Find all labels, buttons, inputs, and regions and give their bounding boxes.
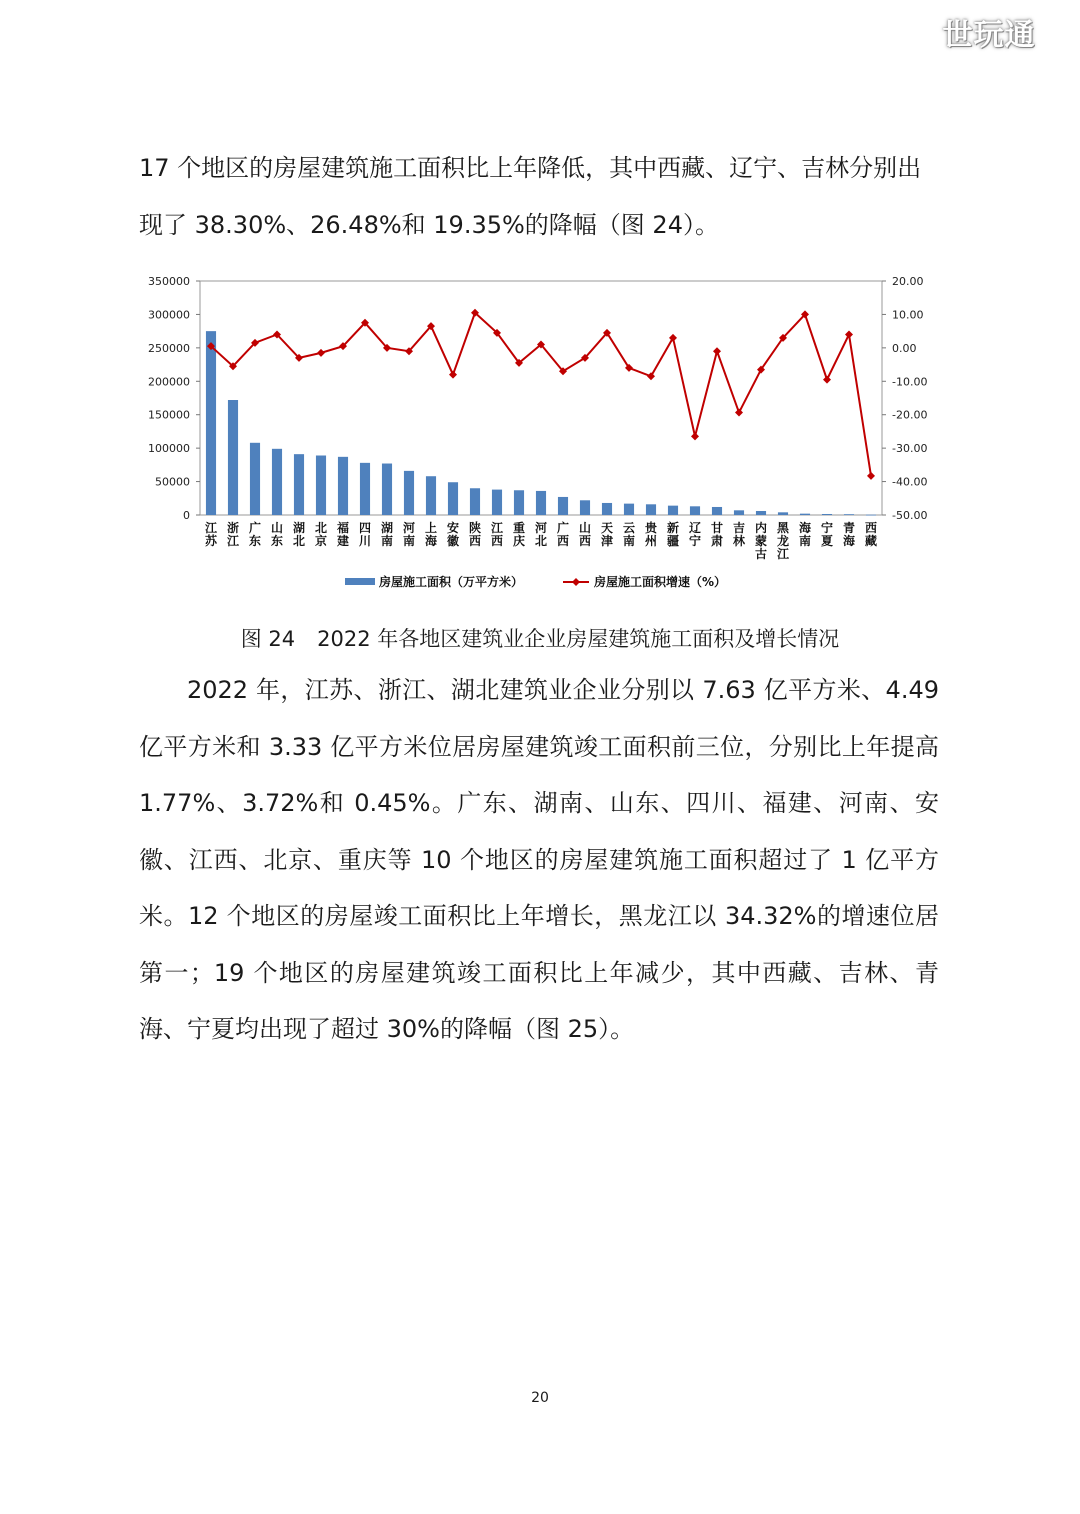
right-axis-label: -50.00 — [892, 509, 928, 522]
x-axis-label: 山东 — [270, 521, 284, 548]
growth-point — [669, 334, 677, 342]
x-axis-label: 福建 — [336, 521, 350, 548]
x-axis-label: 西藏 — [864, 521, 878, 548]
bar — [866, 515, 876, 516]
x-axis-label: 云南 — [622, 521, 636, 548]
x-axis-label: 吉林 — [732, 521, 746, 548]
right-axis-label: -10.00 — [892, 375, 928, 389]
legend-bar-swatch — [345, 578, 375, 585]
chart-area-growth — [130, 262, 928, 598]
bar — [206, 331, 216, 515]
left-axis-label: 50000 — [155, 475, 190, 489]
x-axis-label: 黑龙江 — [776, 521, 790, 561]
bar — [470, 488, 480, 515]
left-axis-label: 0 — [183, 509, 190, 522]
x-axis-label: 江苏 — [204, 521, 218, 548]
x-axis-label: 青海 — [842, 521, 856, 548]
right-axis-label: -40.00 — [892, 475, 928, 489]
x-axis-label: 新疆 — [666, 521, 680, 548]
x-axis-label: 广东 — [248, 521, 262, 548]
left-axis-label: 250000 — [148, 341, 190, 355]
x-axis-label: 河北 — [534, 521, 548, 548]
bar — [624, 504, 634, 515]
watermark-logo: 世玩通 — [942, 18, 1036, 53]
growth-point — [845, 330, 853, 338]
x-axis-label: 四川 — [358, 521, 372, 548]
right-axis-label: -30.00 — [892, 442, 928, 456]
figure-title: 2022 年各地区建筑业企业房屋建筑施工面积及增长情况 — [317, 627, 840, 651]
bar — [448, 482, 458, 515]
bar — [404, 471, 414, 515]
x-axis-label: 天津 — [600, 521, 614, 548]
bar — [844, 514, 854, 515]
growth-line — [211, 313, 871, 476]
bar — [602, 503, 612, 515]
bar — [316, 455, 326, 515]
x-axis-label: 内蒙古 — [754, 521, 768, 561]
bar — [360, 463, 370, 515]
bar — [822, 514, 832, 515]
bar — [272, 449, 282, 515]
growth-point — [735, 409, 743, 417]
x-axis-label: 山西 — [578, 521, 592, 548]
growth-point — [449, 371, 457, 379]
x-axis-label: 陕西 — [468, 521, 482, 548]
growth-point — [691, 432, 699, 440]
left-axis-label: 150000 — [148, 408, 190, 422]
bar — [250, 443, 260, 515]
bar — [514, 490, 524, 515]
x-axis-label: 广西 — [556, 521, 570, 548]
bar — [756, 511, 766, 515]
x-axis-label: 贵州 — [644, 521, 658, 548]
bar — [426, 476, 436, 515]
bar — [338, 457, 348, 515]
legend-bar-label: 房屋施工面积（万平方米） — [379, 575, 524, 589]
x-axis-label: 甘肃 — [710, 521, 724, 548]
growth-point — [867, 472, 875, 480]
right-axis-label: 20.00 — [892, 275, 924, 288]
growth-point — [647, 372, 655, 380]
x-axis-label: 江西 — [490, 521, 504, 548]
x-axis-label: 浙江 — [226, 521, 240, 548]
x-axis-label: 宁夏 — [820, 521, 834, 548]
right-axis-label: 10.00 — [892, 308, 924, 322]
bar — [580, 500, 590, 515]
left-axis-label: 100000 — [148, 442, 190, 456]
legend-line-label: 房屋施工面积增速（%） — [594, 575, 727, 589]
growth-point — [317, 349, 325, 357]
growth-point — [713, 347, 721, 355]
bar — [536, 491, 546, 515]
bar — [690, 506, 700, 515]
left-axis-label: 300000 — [148, 308, 190, 322]
left-axis-label: 200000 — [148, 375, 190, 389]
right-axis-label: -20.00 — [892, 408, 928, 422]
right-axis-label: 0.00 — [892, 341, 917, 355]
x-axis-label: 湖南 — [380, 521, 394, 548]
bar — [778, 512, 788, 515]
paragraph-1: 17 个地区的房屋建筑施工面积比上年降低，其中西藏、辽宁、吉林分别出现了 38.30%、26.48%和 19.35%的降幅（图 24）。 — [139, 154, 922, 239]
x-axis-label: 上海 — [424, 521, 438, 548]
x-axis-label: 河南 — [402, 521, 416, 548]
left-axis-label: 350000 — [148, 275, 190, 288]
legend-line-marker — [572, 578, 580, 586]
bar — [492, 490, 502, 515]
bar — [800, 514, 810, 515]
figure-number: 图 24 — [240, 627, 296, 651]
page-number: 20 — [531, 1390, 549, 1406]
bar — [558, 497, 568, 515]
x-axis-label: 辽宁 — [688, 521, 702, 548]
paragraph-2: 2022 年，江苏、浙江、湖北建筑业企业分别以 7.63 亿平方米、4.49 亿平方米和 3.33 亿平方米位居房屋建筑竣工面积前三位，分别比上年提高 1.77%、3.72%和 0.45%。广东、湖南、山东、四川、福建、河南、安徽、江西、北京、重庆等 10 个地区的房屋建筑施工面积超过了 1 亿平方米。12 个地区的房屋竣工面积比上年增长，黑龙江以 34.32%的增速位居第一；19 个地区的房屋建筑竣工面积比上年减少，其中西藏、吉林、青海、宁夏均出现了超过 30%的降幅（图 25）。 — [139, 676, 939, 1043]
bar — [646, 504, 656, 515]
x-axis-label: 北京 — [314, 521, 328, 548]
bar — [734, 510, 744, 515]
growth-point — [823, 376, 831, 384]
x-axis-label: 湖北 — [292, 521, 306, 548]
bar — [294, 454, 304, 515]
bar — [668, 506, 678, 515]
x-axis-label: 安徽 — [446, 521, 460, 548]
bar — [228, 400, 238, 515]
figure-caption — [0, 624, 1080, 654]
x-axis-label: 重庆 — [512, 521, 526, 548]
bar — [382, 464, 392, 515]
x-axis-label: 海南 — [798, 521, 812, 548]
bar — [712, 507, 722, 515]
